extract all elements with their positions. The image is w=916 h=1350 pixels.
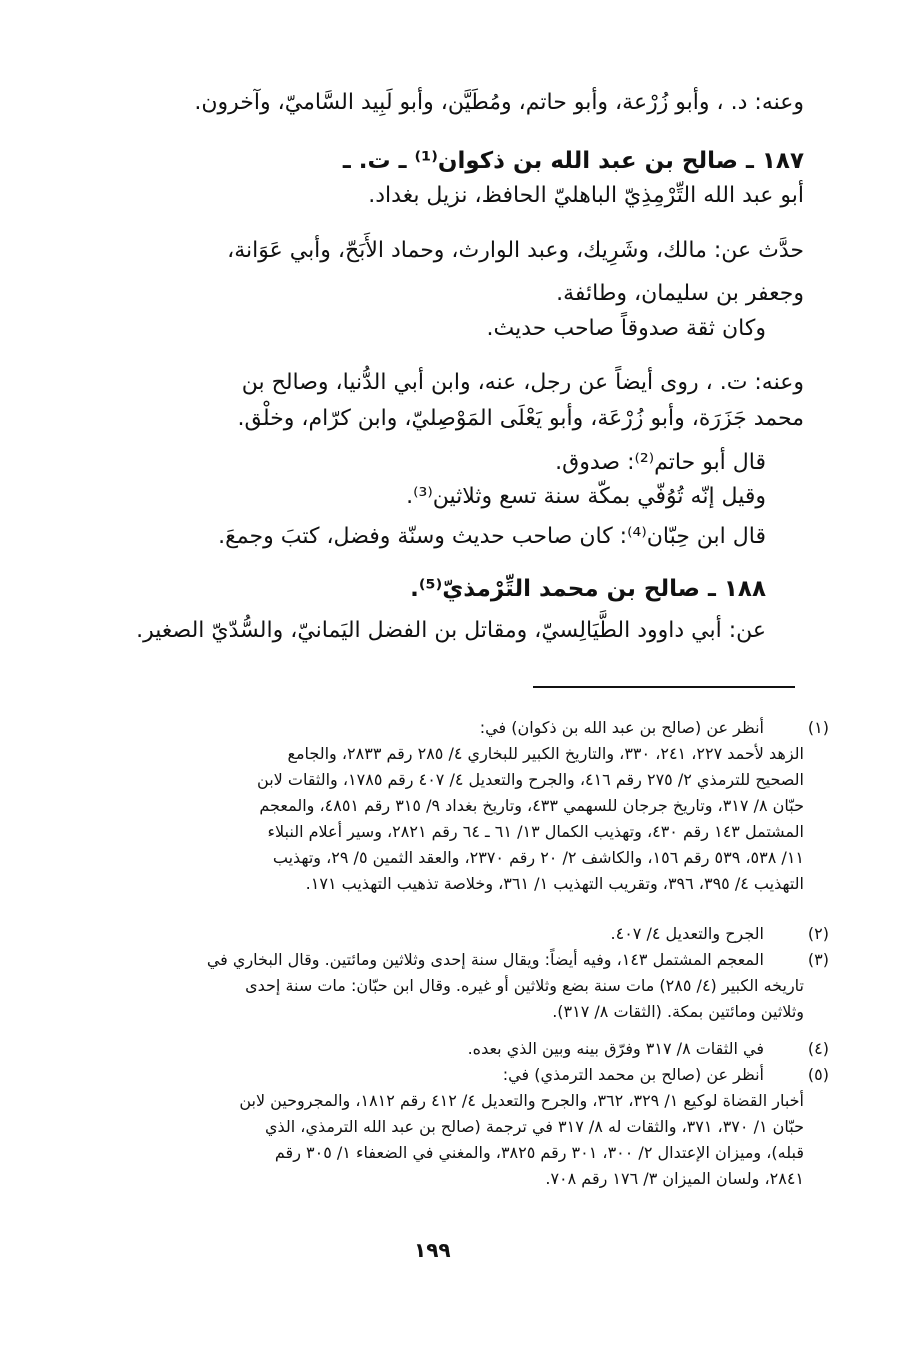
footnote-separator bbox=[533, 686, 795, 688]
text-line: قال أبو حاتم⁽²⁾: صدوق. bbox=[555, 450, 766, 475]
text-line: وكان ثقة صدوقاً صاحب حديث. bbox=[486, 316, 766, 341]
footnote-line: أنظر عن (صالح بن محمد الترمذي) في: bbox=[502, 1065, 764, 1084]
footnote-line: التهذيب ٤/ ٣٩٥، ٣٩٦، وتقريب التهذيب ١/ ٣٦١، وخلاصة تذهيب التهذيب ١٧١. bbox=[305, 874, 804, 893]
footnote-line: حبّان ١/ ٣٧٠، ٣٧١، والثقات له ٨/ ٣١٧ في ترجمة (صالح بن عبد الله الترمذي، الذي bbox=[264, 1117, 804, 1136]
text-line: حدَّث عن: مالك، وشَرِيك، وعبد الوارث، وحماد الأَبَحّ، وأبي عَوَانة، bbox=[227, 238, 804, 263]
footnote-line: تاريخه الكبير (٤/ ٢٨٥) مات سنة بضع وثلاثين أو غيره. وقال ابن حبّان: مات سنة إحدى bbox=[245, 976, 804, 995]
footnote-line: الجرح والتعديل ٤/ ٤٠٧. bbox=[610, 924, 764, 943]
entry-heading-188: ١٨٨ ـ صالح بن محمد التِّرْمذيّ⁽⁵⁾. bbox=[410, 576, 766, 602]
text-line: وعنه: ت. ، روى أيضاً عن رجل، عنه، وابن أبي الدُّنيا، وصالح بن bbox=[241, 370, 804, 395]
footnote-line: وثلاثين ومائتين بمكة. (الثقات ٨/ ٣١٧). bbox=[552, 1002, 804, 1021]
footnote-line: الصحيح للترمذي ٢/ ٢٧٥ رقم ٤١٦، والجرح والتعديل ٤/ ٤٠٧ رقم ١٧٨٥، والثقات لابن bbox=[257, 770, 804, 789]
footnote-line: أخبار القضاة لوكيع ١/ ٣٢٩، ٣٦٢، والجرح والتعديل ٤/ ٤١٢ رقم ١٨١٢، والمجروحين لابن bbox=[239, 1091, 804, 1110]
footnote-line: أنظر عن (صالح بن عبد الله بن ذكوان) في: bbox=[479, 718, 764, 737]
text-line: محمد جَزَرَة، وأبو زُرْعَة، وأبو يَعْلَى المَوْصِليّ، وابن كرّام، وخلْق. bbox=[237, 406, 804, 431]
footnote-number: (٤) bbox=[807, 1039, 829, 1058]
text-line: قال ابن حِبّان⁽⁴⁾: كان صاحب حديث وسنّة وفضل، كتبَ وجمعَ. bbox=[218, 524, 766, 549]
footnote-number: (٥) bbox=[807, 1065, 829, 1084]
footnote-line: في الثقات ٨/ ٣١٧ وفرّق بينه وبين الذي بعده. bbox=[467, 1039, 764, 1058]
footnote-line: قبله)، وميزان الإعتدال ٢/ ٣٠٠، ٣٠١ رقم ٣٨٢٥، والمغني في الضعفاء ١/ ٣٠٥ رقم bbox=[274, 1143, 804, 1162]
footnote-line: المشتمل ١٤٣ رقم ٤٣٠، وتهذيب الكمال ١٣/ ٦١ ـ ٦٤ رقم ٢٨٢١، وسير أعلام النبلاء bbox=[267, 822, 804, 841]
text-line: وجعفر بن سليمان، وطائفة. bbox=[556, 281, 804, 306]
text-line: أبو عبد الله التِّرْمِذِيّ الباهليّ الحافظ، نزيل بغداد. bbox=[368, 183, 804, 208]
text-line: عن: أبي داوود الطَّيَالِسيّ، ومقاتل بن الفضل اليَمانيّ، والسُّدّيّ الصغير. bbox=[136, 618, 766, 643]
text-line: وعنه: د. ، وأبو زُرْعة، وأبو حاتم، ومُطَيَّن، وأبو لَبِيد السَّاميّ، وآخرون. bbox=[194, 90, 804, 115]
entry-heading-187: ١٨٧ ـ صالح بن عبد الله بن ذكوان⁽¹⁾ ـ ت. ـ bbox=[342, 148, 804, 174]
footnote-line: ١١/ ٥٣٨، ٥٣٩ رقم ١٥٦، والكاشف ٢/ ٢٠ رقم ٢٣٧٠، والعقد الثمين ٥/ ٢٩، وتهذيب bbox=[272, 848, 804, 867]
footnote-line: المعجم المشتمل ١٤٣، وفيه أيضاً: ويقال سنة إحدى وثلاثين ومائتين. وقال البخاري في bbox=[206, 950, 764, 969]
footnote-line: الزهد لأحمد ٢٢٧، ٢٤١، ٣٣٠، والتاريخ الكبير للبخاري ٤/ ٢٨٥ رقم ٢٨٣٣، والجامع bbox=[287, 744, 804, 763]
footnote-number: (٣) bbox=[807, 950, 829, 969]
footnote-line: ٢٨٤١، ولسان الميزان ٣/ ١٧٦ رقم ٧٠٨. bbox=[545, 1169, 804, 1188]
footnote-line: حبّان ٨/ ٣١٧، وتاريخ جرجان للسهمي ٤٣٣، وتاريخ بغداد ٩/ ٣١٥ رقم ٤٨٥١، والمعجم bbox=[259, 796, 804, 815]
text-line: وقيل إنّه تُوُفّي بمكّة سنة تسع وثلاثين⁽³⁾. bbox=[406, 484, 766, 509]
footnote-number: (٢) bbox=[807, 924, 829, 943]
footnote-number: (١) bbox=[807, 718, 829, 737]
page-number: ١٩٩ bbox=[414, 1238, 451, 1262]
